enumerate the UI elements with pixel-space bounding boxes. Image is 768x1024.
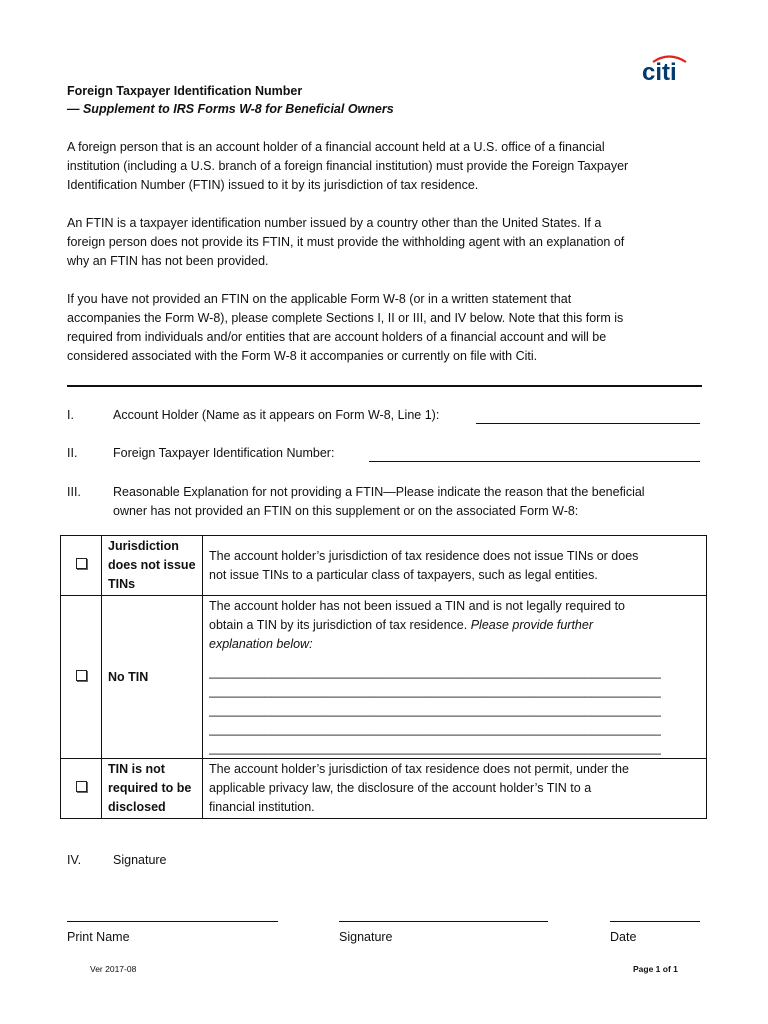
text-line: If you have not provided an FTIN on the applicable Form W-8 (or in a written statement that [67,292,572,306]
document-subtitle: — Supplement to IRS Forms W-8 for Beneficial Owners [67,102,394,116]
text-line: financial institution. [209,800,315,814]
text-line-italic: explanation below: [209,637,313,651]
checkbox-cell [61,596,102,759]
text-line: The account holder’s jurisdiction of tax residence does not issue TINs or does [209,549,639,563]
reason-row-no-tin [61,596,707,759]
reason-table [60,535,707,819]
explanation-line[interactable]: _________________________________________________________________ [209,741,661,755]
jurisdiction-no-tins-checkbox[interactable] [76,558,87,569]
text-italic: Please provide further [470,618,593,632]
section-reasonable-explanation [0,483,768,521]
text-line: why an FTIN has not been provided. [67,254,269,268]
document-title: Foreign Taxpayer Identification Number [67,84,303,98]
section-number: I. [67,408,74,422]
text-line [209,616,700,635]
text-line: accompanies the Form W-8), please complete Sections I, II or III, and IV below. Note that this form is [67,311,624,325]
reason-description [203,536,707,596]
no-tin-checkbox[interactable] [76,670,87,681]
text-line: A foreign person that is an account holder of a financial account held at a U.S. office of a financial [67,140,605,154]
ftin-label: Foreign Taxpayer Identification Number: [113,446,335,460]
text-line: Identification Number (FTIN) issued to it by its jurisdiction of tax residence. [67,178,479,192]
text-line: Reasonable Explanation for not providing a FTIN—Please indicate the reason that the beneficial [113,485,645,499]
text-line: The account holder’s jurisdiction of tax residence does not permit, under the [209,762,629,776]
print-name-label: Print Name [67,930,130,944]
explanation-line[interactable]: _________________________________________________________________ [209,703,661,717]
text-line: applicable privacy law, the disclosure of the account holder’s TIN to a [209,781,592,795]
section-number: II. [67,446,78,460]
signature-heading: Signature [113,853,167,867]
signature-label: Signature [339,930,393,944]
ftin-field[interactable] [369,461,700,462]
signature-field[interactable] [339,921,548,922]
explanation-line[interactable]: _________________________________________________________________ [209,684,661,698]
date-field[interactable] [610,921,700,922]
account-holder-label: Account Holder (Name as it appears on Form W-8, Line 1): [113,408,440,422]
reason-label: No TIN [102,596,203,759]
tin-not-required-checkbox[interactable] [76,781,87,792]
text-line: An FTIN is a taxpayer identification number issued by a country other than the United States. If a [67,216,602,230]
text-line: considered associated with the Form W-8 it accompanies or currently on file with Citi. [67,349,538,363]
intro-paragraph-2 [67,214,707,271]
text-line: foreign person does not provide its FTIN, it must provide the withholding agent with an explanation of [67,235,625,249]
reason-description [203,759,707,819]
intro-paragraph-3 [67,290,707,366]
explanation-line[interactable]: _________________________________________________________________ [209,722,661,736]
explanation-instructions [113,483,645,521]
checkbox-cell [61,759,102,819]
page-number: Page 1 of 1 [633,964,678,974]
text-line: not issue TINs to a particular class of taxpayers, such as legal entities. [209,568,598,582]
section-signature [0,851,768,870]
checkbox-cell [61,536,102,596]
reason-label: Jurisdiction does not issue TINs [102,536,203,596]
text-line: required from individuals and/or entities that are account holders of a financial account and will be [67,330,607,344]
text-line: owner has not provided an FTIN on this supplement or on the associated Form W-8: [113,504,579,518]
print-name-field[interactable] [67,921,278,922]
logo-text: citi [642,59,677,83]
section-number: IV. [67,853,82,867]
reason-description [203,596,707,759]
reason-row-not-required [61,759,707,819]
explanation-line[interactable]: _________________________________________________________________ [209,665,661,679]
reason-row-no-tins-issued [61,536,707,596]
date-label: Date [610,930,637,944]
intro-paragraph-1 [67,138,707,195]
version-label: Ver 2017-08 [90,964,137,974]
citi-logo [639,53,691,83]
account-holder-name-field[interactable] [476,423,700,424]
text-plain: obtain a TIN by its jurisdiction of tax residence. [209,618,471,632]
reason-label: TIN is not required to be disclosed [102,759,203,819]
text-line: institution (including a U.S. branch of a foreign financial institution) must provide the Foreign Taxpayer [67,159,629,173]
section-number: III. [67,485,81,499]
section-divider [67,385,702,387]
text-line: The account holder has not been issued a TIN and is not legally required to [209,599,626,613]
